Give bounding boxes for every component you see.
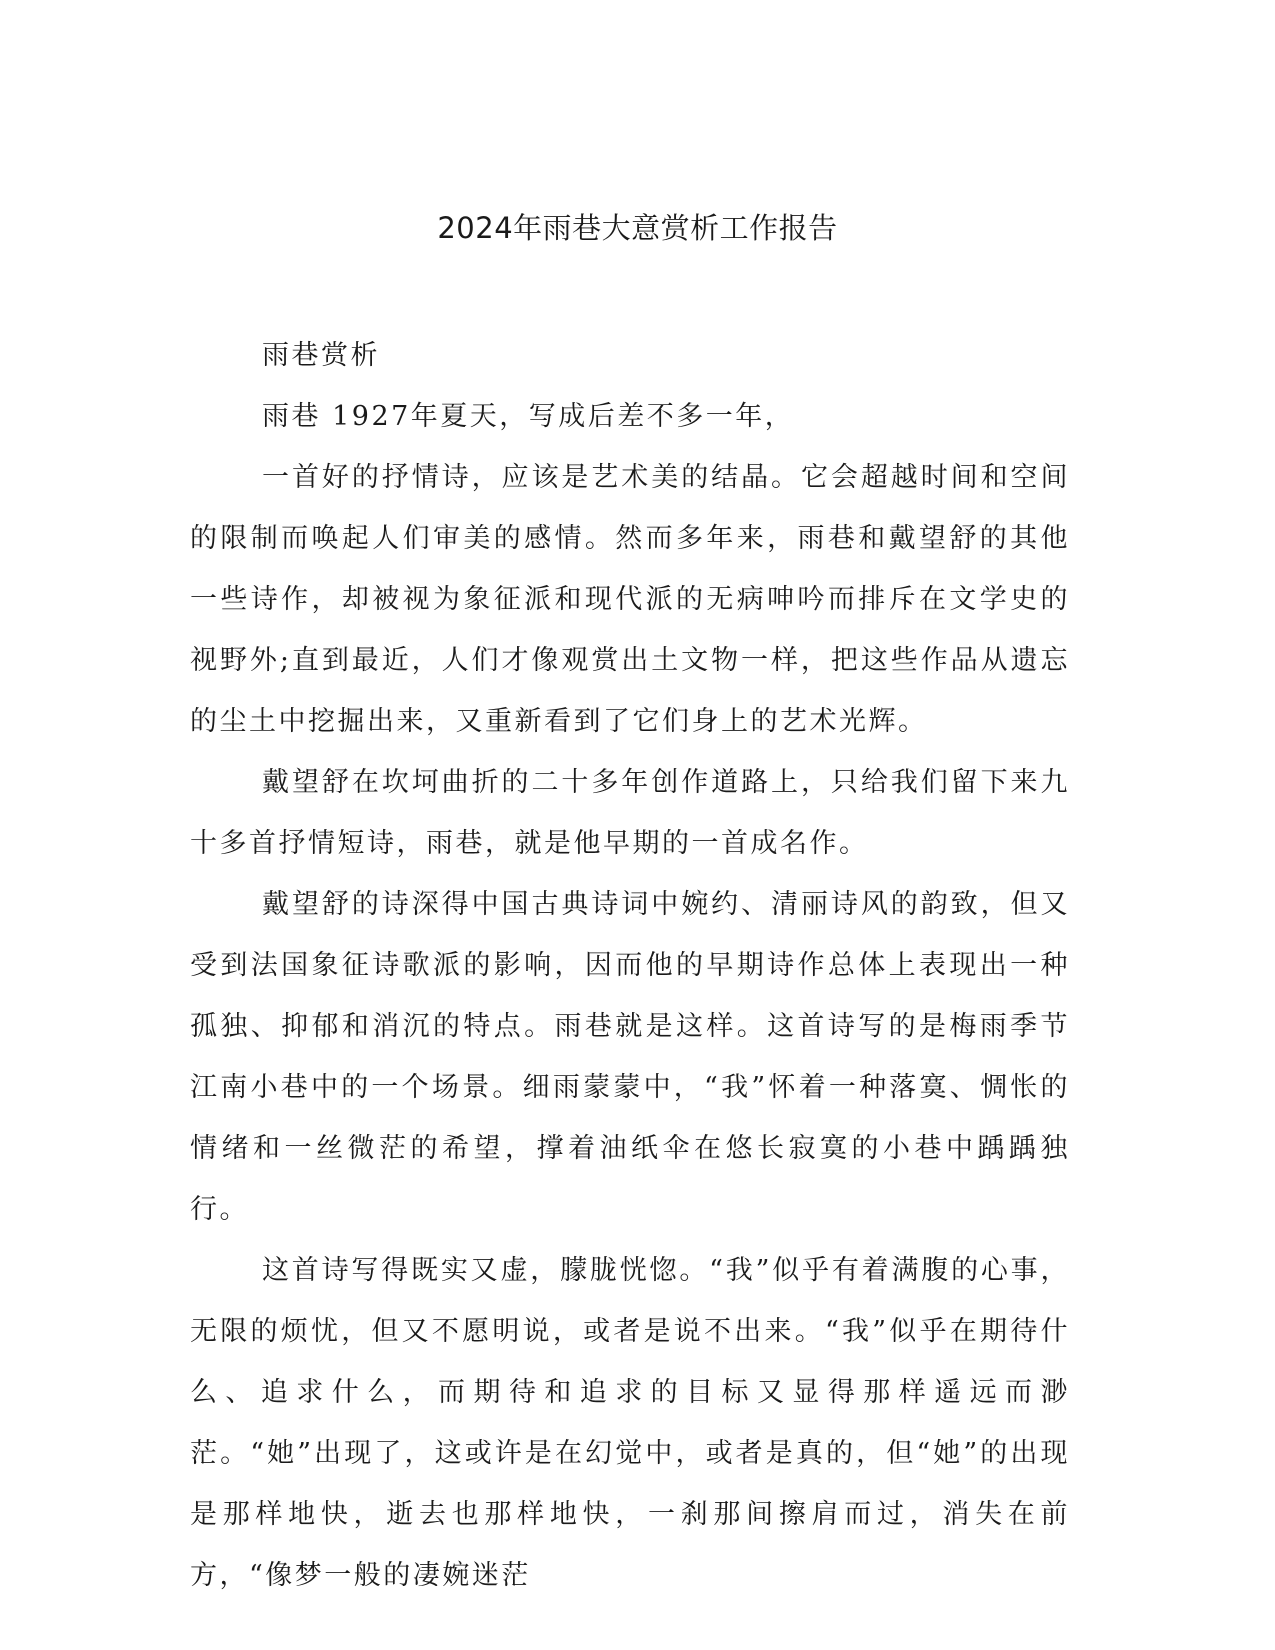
document-title: 2024年雨巷大意赏析工作报告: [437, 211, 838, 245]
paragraph: 这首诗写得既实又虚，朦胧恍惚。“我”似乎有着满腹的心事，无限的烦忧，但又不愿明说，或者是说不出来。“我”似乎在期待什么、追求什么，而期待和追求的目标又显得那样遥远而渺茫。“她”出现了，这或许是在幻觉中，或者是真的，但“她”的出现是那样地快，逝去也那样地快，一刹那间擦肩而过，消失在前方，“像梦一般的凄婉迷茫: [190, 1255, 1070, 1591]
paragraph: 戴望舒在坎坷曲折的二十多年创作道路上，只给我们留下来九十多首抒情短诗，雨巷，就是他早期的一首成名作。: [190, 767, 1070, 859]
document-body: [190, 325, 1070, 1606]
paragraph: 一首好的抒情诗，应该是艺术美的结晶。它会超越时间和空间的限制而唤起人们审美的感情。然而多年来，雨巷和戴望舒的其他一些诗作，却被视为象征派和现代派的无病呻吟而排斥在文学史的视野外;直到最近，人们才像观赏出土文物一样，把这些作品从遗忘的尘土中挖掘出来，又重新看到了它们身上的艺术光辉。: [190, 462, 1070, 737]
paragraph: 戴望舒的诗深得中国古典诗词中婉约、清丽诗风的韵致，但又受到法国象征诗歌派的影响，因而他的早期诗作总体上表现出一种孤独、抑郁和消沉的特点。雨巷就是这样。这首诗写的是梅雨季节江南小巷中的一个场景。细雨蒙蒙中，“我”怀着一种落寞、惆怅的情绪和一丝微茫的希望，撑着油纸伞在悠长寂寞的小巷中踽踽独行。: [190, 889, 1070, 1225]
paragraph-date-note: 雨巷 1927年夏天，写成后差不多一年，: [262, 401, 795, 432]
paragraph-subtitle: 雨巷赏析: [262, 340, 380, 371]
